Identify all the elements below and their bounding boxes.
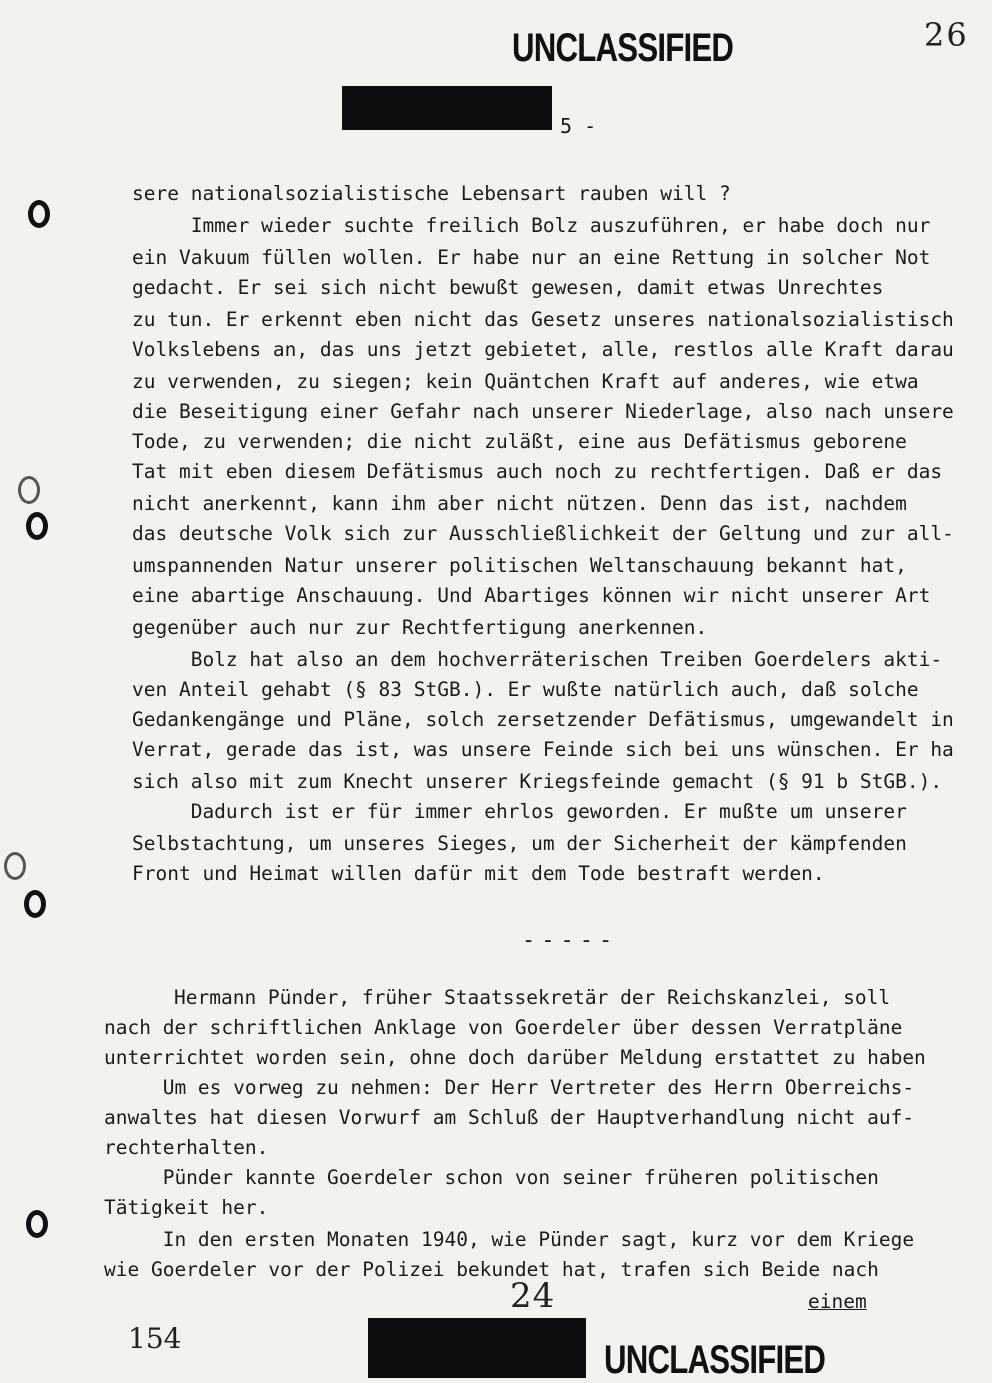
- text-line: Tätigkeit her.: [104, 1196, 269, 1219]
- text-line: Tat mit eben diesem Defätismus auch noch zu rechtfertigen. Daß er das: [132, 460, 943, 483]
- punch-hole: [4, 852, 26, 880]
- text-line: die Beseitigung einer Gefahr nach unserer Niederlage, also nach unsere: [132, 400, 954, 423]
- text-line: Pünder kannte Goerdeler schon von seiner früheren politischen: [104, 1166, 879, 1189]
- text-line: In den ersten Monaten 1940, wie Pünder sagt, kurz vor dem Kriege: [104, 1228, 915, 1251]
- text-line: unterrichtet worden sein, ohne doch darüber Meldung erstattet zu haben: [104, 1046, 926, 1069]
- text-line: Bolz hat also an dem hochverräterischen Treiben Goerdelers akti-: [132, 648, 943, 671]
- text-line: gegenüber auch nur zur Rechtfertigung anerkennen.: [132, 616, 708, 639]
- text-line: Um es vorweg zu nehmen: Der Herr Vertreter des Herrn Oberreichs-: [104, 1076, 915, 1099]
- text-line: ein Vakuum füllen wollen. Er habe nur an eine Rettung in solcher Not: [132, 246, 931, 269]
- folio-number-bottom: 24: [510, 1276, 556, 1316]
- punch-hole: [24, 890, 46, 918]
- text-line: Tode, zu verwenden; die nicht zuläßt, eine aus Defätismus geborene: [132, 430, 907, 453]
- text-line: zu tun. Er erkennt eben nicht das Gesetz unseres nationalsozialistisch: [132, 308, 954, 331]
- text-line: Volkslebens an, das uns jetzt gebietet, alle, restlos alle Kraft darau: [132, 338, 954, 361]
- text-line: nach der schriftlichen Anklage von Goerdeler über dessen Verratpläne: [104, 1016, 903, 1039]
- punch-hole: [26, 1210, 48, 1238]
- text-line: umspannenden Natur unserer politischen Weltanschauung bekannt hat,: [132, 554, 907, 577]
- redaction-bar-top: [342, 86, 552, 130]
- text-line: sich also mit zum Knecht unserer Kriegsfeinde gemacht (§ 91 b StGB.).: [132, 770, 943, 793]
- text-line: Dadurch ist er für immer ehrlos geworden. Er mußte um unserer: [132, 800, 907, 823]
- text-line: Hermann Pünder, früher Staatssekretär der Reichskanzlei, soll: [174, 986, 891, 1009]
- text-line: Gedankengänge und Pläne, solch zersetzender Defätismus, umgewandelt in: [132, 708, 954, 731]
- page-number-bottom: 154: [128, 1322, 182, 1355]
- text-line: rechterhalten.: [104, 1136, 269, 1159]
- text-line: Immer wieder suchte freilich Bolz auszuführen, er habe doch nur: [132, 214, 931, 237]
- folio-number-top: 26: [924, 16, 969, 54]
- text-line: wie Goerdeler vor der Polizei bekundet hat, trafen sich Beide nach: [104, 1258, 879, 1281]
- redaction-bar-bottom: [368, 1318, 586, 1378]
- text-line: nicht anerkennt, kann ihm aber nicht nützen. Denn das ist, nachdem: [132, 492, 907, 515]
- text-line: zu verwenden, zu siegen; kein Quäntchen Kraft auf anderes, wie etwa: [132, 370, 919, 393]
- text-line: ven Anteil gehabt (§ 83 StGB.). Er wußte natürlich auch, daß solche: [132, 678, 919, 701]
- unclassified-stamp-bottom: UNCLASSIFIED: [604, 1338, 826, 1382]
- section-separator: -----: [522, 928, 619, 953]
- punch-hole: [26, 512, 48, 540]
- page-number: 5 -: [560, 114, 597, 138]
- text-line: Front und Heimat willen dafür mit dem Tode bestraft werden.: [132, 862, 825, 885]
- text-line: gedacht. Er sei sich nicht bewußt gewesen, damit etwas Unrechtes: [132, 276, 884, 299]
- text-line: Selbstachtung, um unseres Sieges, um der Sicherheit der kämpfenden: [132, 832, 907, 855]
- punch-hole: [18, 476, 40, 504]
- text-line: anwaltes hat diesen Vorwurf am Schluß der Hauptverhandlung nicht auf-: [104, 1106, 915, 1129]
- continuation-word: einem: [808, 1290, 867, 1313]
- text-line: das deutsche Volk sich zur Ausschließlichkeit der Geltung und zur all-: [132, 522, 954, 545]
- text-line: eine abartige Anschauung. Und Abartiges können wir nicht unserer Art: [132, 584, 931, 607]
- unclassified-stamp-top: UNCLASSIFIED: [512, 26, 734, 70]
- punch-hole: [28, 200, 50, 228]
- text-line: Verrat, gerade das ist, was unsere Feinde sich bei uns wünschen. Er ha: [132, 738, 954, 761]
- text-line: sere nationalsozialistische Lebensart rauben will ?: [132, 182, 731, 205]
